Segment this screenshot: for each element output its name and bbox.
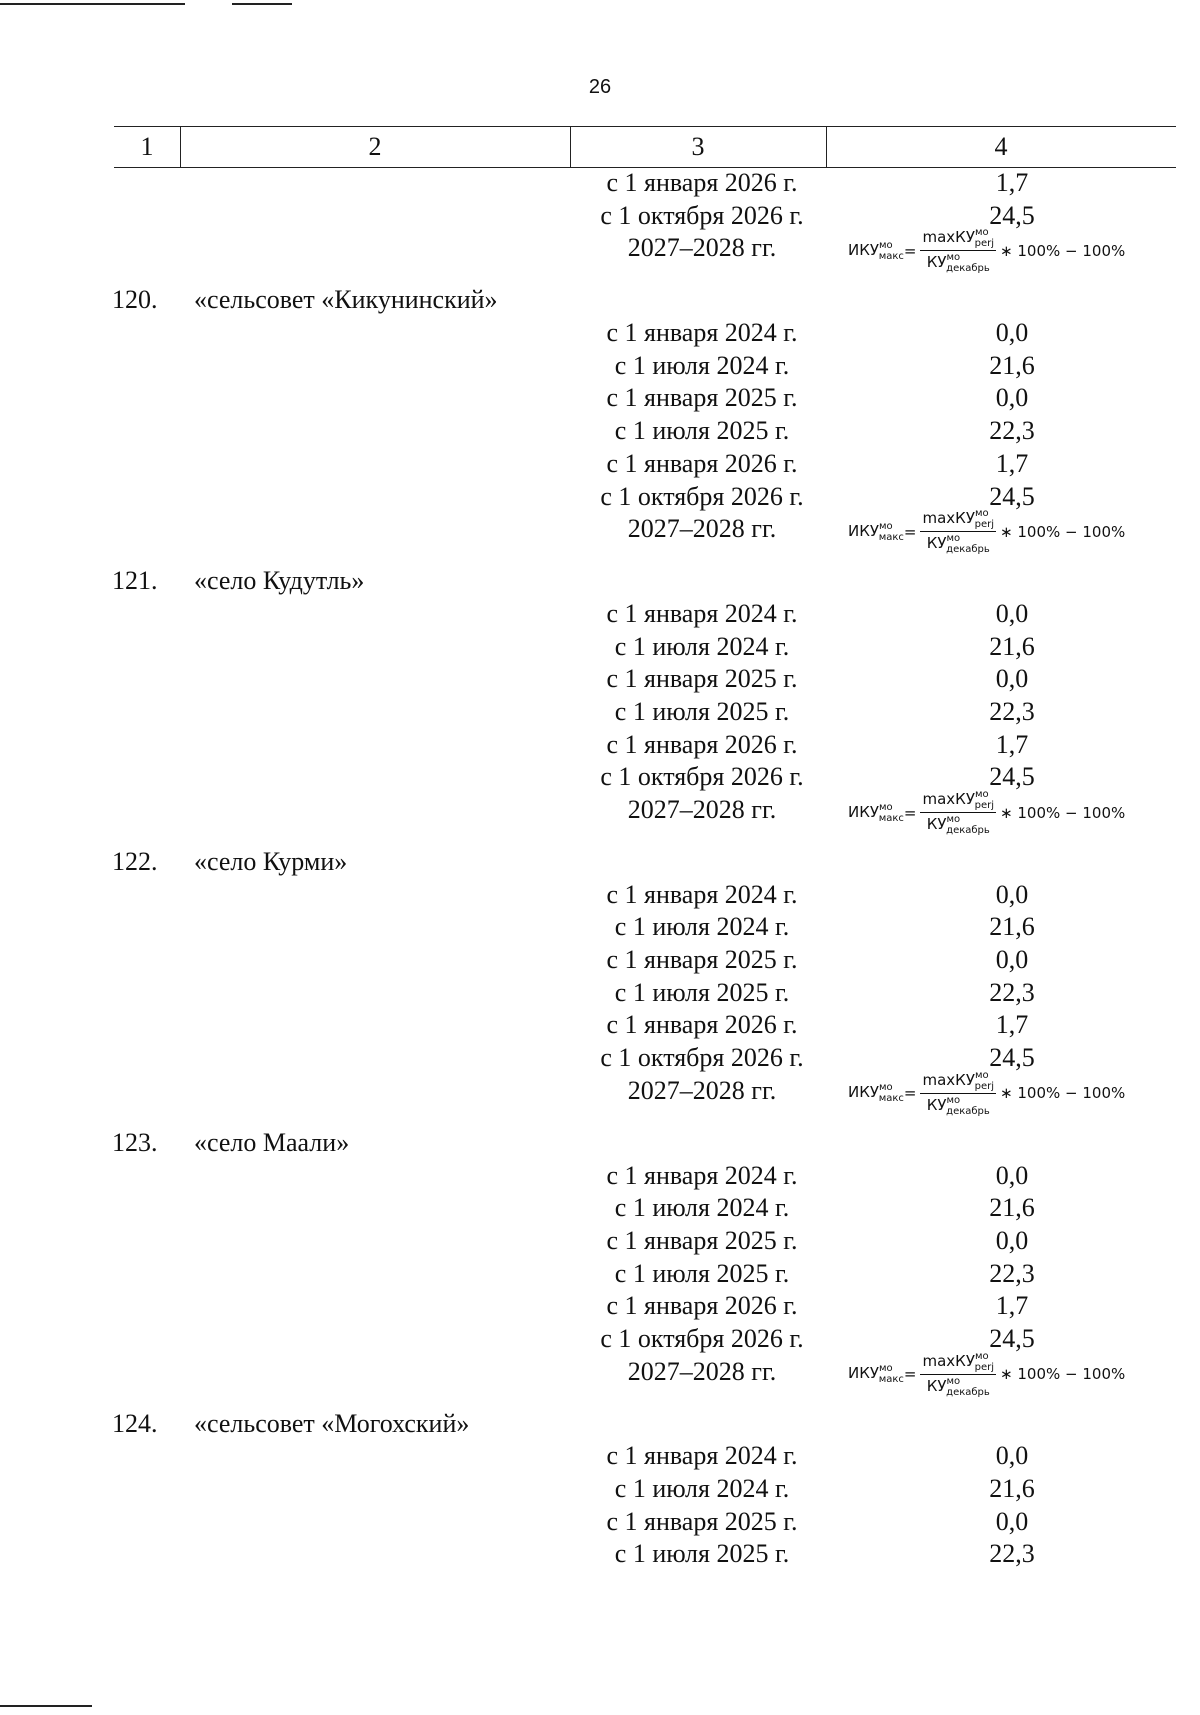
period-cell: 2027–2028 гг. (627, 795, 777, 824)
table-header (114, 126, 1176, 168)
formula-tail: ∗ 100% − 100% (1000, 241, 1126, 260)
period-cell: с 1 января 2026 г. (606, 1291, 798, 1321)
value-cell: 0,0 (995, 664, 1029, 694)
page-number: 26 (588, 76, 612, 98)
formula-lhs-sup: мо (879, 1363, 893, 1375)
value-cell: 0,0 (995, 945, 1029, 975)
scan-mark-bottom-left (0, 1705, 92, 1707)
table-row (0, 976, 1200, 1009)
value-cell: 0,0 (995, 1160, 1029, 1190)
table-row (0, 1439, 1200, 1472)
value-cell: 0,0 (995, 879, 1029, 909)
value-cell: 1,7 (995, 448, 1029, 478)
formula-denominator: $КУ^{мо}_{декабрь}$ (926, 814, 990, 836)
table-row (0, 597, 1200, 630)
formula-den-sup: мо (946, 1094, 961, 1106)
value-cell: 0,0 (995, 1506, 1029, 1536)
period-cell: с 1 января 2025 г. (606, 1506, 798, 1536)
formula-num-sub: perj (974, 1080, 995, 1092)
formula-lhs: $ИКУ^{мо}_{макс}$ (848, 801, 904, 824)
period-cell: с 1 января 2024 г. (606, 318, 798, 348)
formula-den-sup: мо (946, 1375, 961, 1387)
table-row (0, 1350, 1200, 1407)
formula-num-sub: perj (974, 238, 995, 250)
table-row (0, 1505, 1200, 1538)
formula-denominator: $КУ^{мо}_{декабрь}$ (926, 1375, 990, 1398)
formula-lhs-sup: мо (879, 801, 893, 813)
value-cell: 0,0 (995, 1441, 1029, 1471)
formula-numerator: maxКУ$^{мо}_{perj}$ (922, 789, 995, 811)
table-row (0, 508, 1200, 564)
formula-num-sup: мо (974, 227, 989, 239)
table-row (0, 227, 1200, 283)
table-row (0, 1191, 1200, 1224)
formula-lhs-sub: макс (878, 1093, 904, 1105)
formula-equals: = (903, 1084, 917, 1103)
entry-number: 123. (112, 1127, 158, 1157)
value-cell: 24,5 (989, 762, 1035, 792)
entry-header-row (0, 1126, 1200, 1159)
table-row (0, 1537, 1200, 1570)
period-cell: с 1 января 2024 г. (606, 598, 798, 628)
table-row (0, 349, 1200, 382)
value-cell: 21,6 (989, 1474, 1035, 1503)
formula-num-sub: perj (974, 1361, 995, 1373)
period-cell: с 1 января 2025 г. (606, 1225, 798, 1255)
formula-num-sub: perj (974, 519, 995, 531)
formula-ikumax (848, 227, 1125, 274)
period-cell: 2027–2028 гг. (627, 514, 777, 544)
formula-num-sup: мо (974, 508, 989, 520)
header-col-1: 1 (140, 132, 154, 161)
formula-den-sup: мо (946, 533, 961, 545)
period-cell: 2027–2028 гг. (627, 233, 777, 263)
period-cell: с 1 января 2026 г. (606, 729, 798, 759)
value-cell: 22,3 (989, 1539, 1035, 1569)
period-cell: с 1 января 2025 г. (606, 664, 798, 694)
formula-den-sub: декабрь (946, 825, 990, 836)
value-cell: 22,3 (989, 977, 1035, 1007)
period-cell: с 1 октября 2026 г. (600, 1323, 804, 1353)
table-body (0, 166, 1200, 1570)
entry-number: 122. (112, 847, 158, 876)
formula-num-sup: мо (974, 789, 989, 800)
header-col-3: 3 (691, 132, 705, 161)
table-row (0, 166, 1200, 199)
header-col-2: 2 (368, 132, 382, 161)
period-cell: с 1 июля 2025 г. (614, 1539, 790, 1569)
period-cell: с 1 июля 2025 г. (614, 416, 790, 446)
table-row (0, 1159, 1200, 1192)
table-row (0, 1008, 1200, 1041)
entry-name: «сельсовет «Могохский» (194, 1408, 470, 1438)
formula-den-sub: декабрь (946, 1386, 990, 1398)
period-cell: с 1 января 2024 г. (606, 879, 798, 909)
formula-ikumax (848, 508, 1125, 555)
period-cell: 2027–2028 гг. (627, 1356, 777, 1386)
formula-den-sup: мо (946, 252, 961, 264)
table-row (0, 414, 1200, 447)
table-row (0, 695, 1200, 728)
table-row (0, 447, 1200, 480)
formula-den-sub: декабрь (946, 263, 990, 275)
period-cell: с 1 января 2024 г. (606, 1160, 798, 1190)
formula-lhs: $ИКУ^{мо}_{макс}$ (848, 239, 904, 262)
formula-numerator: maxКУ$^{мо}_{perj}$ (922, 227, 995, 250)
table-row (0, 1289, 1200, 1322)
formula-tail: ∗ 100% − 100% (1000, 1084, 1126, 1103)
value-cell: 1,7 (995, 1010, 1029, 1040)
table-row (0, 630, 1200, 663)
value-cell: 22,3 (989, 416, 1035, 446)
value-cell: 21,6 (989, 631, 1035, 661)
formula-lhs: $ИКУ^{мо}_{макс}$ (848, 520, 904, 543)
table-row (0, 381, 1200, 414)
formula-fraction (920, 1070, 996, 1117)
formula-den-sub: декабрь (946, 1105, 990, 1117)
formula-lhs: $ИКУ^{мо}_{макс}$ (848, 1363, 904, 1386)
value-cell: 21,6 (989, 1193, 1035, 1223)
entry-header-row (0, 845, 1200, 878)
value-cell: 24,5 (989, 1043, 1035, 1073)
formula-num-sup: мо (974, 1350, 989, 1362)
formula-lhs-sub: макс (878, 250, 904, 262)
formula-den-sub: декабрь (946, 544, 990, 556)
value-cell: 22,3 (989, 1258, 1035, 1288)
period-cell: с 1 июля 2025 г. (614, 1258, 790, 1288)
value-cell: 0,0 (995, 1225, 1029, 1255)
value-cell: 0,0 (995, 383, 1029, 413)
table-row (0, 316, 1200, 349)
formula-numerator: maxКУ$^{мо}_{perj}$ (922, 1069, 995, 1092)
entry-header-row (0, 1407, 1200, 1440)
value-cell: 1,7 (995, 729, 1029, 759)
formula-denominator: $КУ^{мо}_{декабрь}$ (926, 252, 990, 275)
period-cell: с 1 января 2026 г. (606, 168, 798, 197)
formula-lhs-sub: макс (878, 812, 904, 824)
formula-lhs-sup: мо (879, 520, 893, 532)
formula-fraction (920, 789, 996, 836)
table-row (0, 789, 1200, 845)
value-cell: 22,3 (989, 696, 1035, 726)
entry-name: «сельсовет «Кикунинский» (194, 285, 498, 315)
period-cell: с 1 июля 2024 г. (614, 1474, 790, 1503)
table-row (0, 1472, 1200, 1505)
period-cell: с 1 января 2024 г. (606, 1441, 798, 1471)
formula-fraction (920, 508, 996, 555)
period-cell: с 1 января 2026 г. (606, 1010, 798, 1040)
table-row (0, 728, 1200, 761)
formula-tail: ∗ 100% − 100% (1000, 803, 1126, 822)
formula-ikumax (848, 789, 1125, 836)
value-cell: 24,5 (989, 200, 1035, 230)
formula-tail: ∗ 100% − 100% (1000, 1365, 1126, 1384)
period-cell: с 1 июля 2024 г. (614, 631, 790, 661)
table-row (0, 1224, 1200, 1257)
period-cell: с 1 июля 2025 г. (614, 977, 790, 1007)
period-cell: с 1 января 2026 г. (606, 448, 798, 478)
table-row (0, 1257, 1200, 1290)
formula-lhs-sub: макс (878, 1374, 904, 1386)
formula-den-sup: мо (946, 814, 961, 825)
formula-fraction (920, 1351, 996, 1398)
value-cell: 21,6 (989, 912, 1035, 942)
formula-fraction (920, 227, 996, 274)
period-cell: с 1 июля 2025 г. (614, 696, 790, 726)
entry-number: 120. (112, 285, 158, 315)
period-cell: с 1 июля 2024 г. (614, 1193, 790, 1223)
entry-name: «село Кудутль» (194, 566, 365, 596)
formula-denominator: $КУ^{мо}_{декабрь}$ (926, 1094, 990, 1117)
entry-name: «село Маали» (194, 1127, 350, 1157)
formula-equals: = (903, 803, 917, 822)
table-row (0, 1069, 1200, 1126)
formula-lhs: $ИКУ^{мо}_{макс}$ (848, 1082, 904, 1105)
value-cell: 21,6 (989, 350, 1035, 380)
period-cell: с 1 января 2025 г. (606, 383, 798, 413)
formula-lhs-sup: мо (879, 1082, 893, 1094)
table-row (0, 910, 1200, 943)
formula-ikumax (848, 1351, 1125, 1398)
scan-mark-top-mid (232, 3, 292, 5)
formula-num-sub: perj (974, 800, 995, 811)
value-cell: 0,0 (995, 598, 1029, 628)
formula-lhs-sub: макс (878, 531, 904, 543)
formula-lhs-sup: мо (879, 239, 893, 251)
formula-ikumax (848, 1070, 1125, 1117)
period-cell: с 1 января 2025 г. (606, 945, 798, 975)
entry-number: 124. (112, 1408, 158, 1438)
period-cell: с 1 октября 2026 г. (600, 762, 804, 792)
entry-header-row (0, 564, 1200, 597)
value-cell: 0,0 (995, 318, 1029, 348)
period-cell: с 1 октября 2026 г. (600, 1043, 804, 1073)
entry-name: «село Курми» (194, 847, 348, 876)
table-row (0, 878, 1200, 911)
header-col-4: 4 (994, 132, 1008, 161)
value-cell: 1,7 (995, 168, 1029, 197)
table-row (0, 662, 1200, 695)
formula-tail: ∗ 100% − 100% (1000, 522, 1126, 541)
period-cell: с 1 октября 2026 г. (600, 200, 804, 230)
period-cell: с 1 июля 2024 г. (614, 912, 790, 942)
entry-header-row (0, 283, 1200, 316)
table-row (0, 943, 1200, 976)
period-cell: с 1 октября 2026 г. (600, 481, 804, 511)
formula-numerator: maxКУ$^{мо}_{perj}$ (922, 1350, 995, 1373)
entry-number: 121. (112, 566, 158, 596)
formula-numerator: maxКУ$^{мо}_{perj}$ (922, 508, 995, 531)
formula-equals: = (903, 1365, 917, 1384)
formula-denominator: $КУ^{мо}_{декабрь}$ (926, 533, 990, 556)
value-cell: 24,5 (989, 481, 1035, 511)
formula-equals: = (903, 241, 917, 260)
period-cell: с 1 июля 2024 г. (614, 350, 790, 380)
formula-num-sup: мо (974, 1069, 989, 1081)
period-cell: 2027–2028 гг. (627, 1075, 777, 1105)
value-cell: 24,5 (989, 1323, 1035, 1353)
value-cell: 1,7 (995, 1291, 1029, 1321)
scan-mark-top-left (0, 3, 185, 5)
formula-equals: = (903, 522, 917, 541)
